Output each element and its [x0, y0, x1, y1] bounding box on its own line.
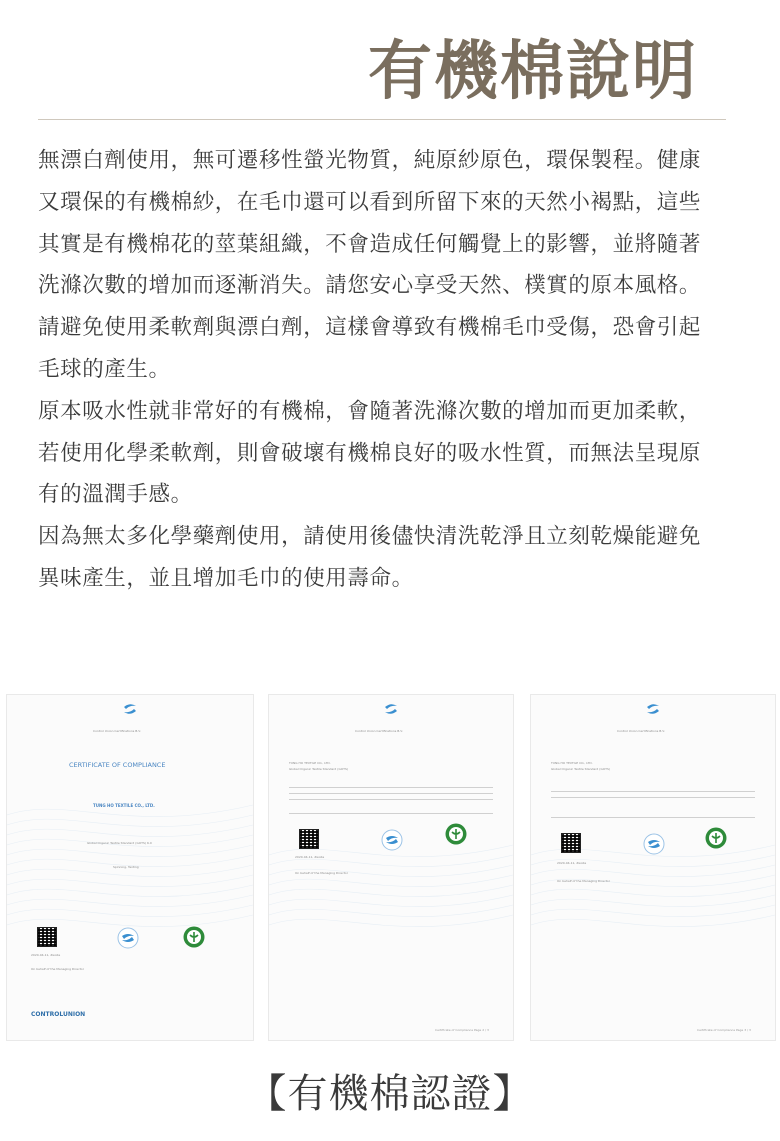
control-union-wordmark: CONTROLUNION	[31, 1011, 86, 1018]
certification-heading: 【有機棉認證】	[246, 1071, 534, 1117]
paragraph-3: 原本吸水性就非常好的有機棉，會隨著洗滌次數的增加而更加柔軟，若使用化學柔軟劑，則會破壞有機棉良好的吸水性質，而無法呈現原有的溫潤手感。	[38, 398, 702, 508]
table-rule	[289, 787, 493, 788]
issue-date: 2020-04-11, Zwolle	[31, 953, 61, 957]
certificate-page-1	[6, 694, 254, 1041]
paragraph-2: 請避免使用柔軟劑與漂白劑，這樣會導致有機棉毛巾受傷，恐會引起毛球的產生。	[38, 315, 702, 382]
process-text: Spinning, Texting	[113, 865, 139, 869]
control-union-logo-icon	[383, 701, 399, 717]
issue-date: 2020-04-11, Zwolle	[295, 855, 325, 859]
gots-seal-icon	[445, 823, 467, 845]
signer-text: On behalf of the Managing Director	[557, 879, 610, 883]
table-rule	[289, 793, 493, 794]
textile-exchange-seal-icon	[381, 829, 403, 851]
control-union-logo-icon	[645, 701, 661, 717]
textile-exchange-seal-icon	[117, 927, 139, 949]
issuer-text: Control Union Certifications B.V.	[617, 729, 665, 733]
table-rule	[551, 797, 755, 798]
certificate-gallery	[6, 694, 774, 1039]
gots-seal-icon	[705, 827, 727, 849]
table-rule	[289, 813, 493, 814]
guilloche-watermark	[531, 695, 775, 1040]
certificate-page-2	[268, 694, 514, 1041]
page-title: 有機棉說明	[368, 34, 698, 109]
paragraph-1: 無漂白劑使用，無可遷移性螢光物質，純原紗原色，環保製程。健康又環保的有機棉紗，在毛巾還可以看到所留下來的天然小褐點，這些其實是有機棉花的莖葉組織，不會造成任何觸覺上的影響，並將隨著洗滌次數的增加而逐漸消失。請您安心享受天然、樸實的原本風格。	[38, 148, 702, 299]
qr-code-icon	[299, 829, 319, 849]
issuer-text: Control Union Certifications B.V.	[93, 729, 141, 733]
certificate-page-3	[530, 694, 776, 1041]
table-rule	[551, 791, 755, 792]
gots-seal-icon	[183, 926, 205, 948]
title-divider	[38, 119, 726, 120]
guilloche-watermark	[269, 695, 513, 1040]
company-name: TUNG HO TEXTILE CO., LTD.	[551, 761, 593, 765]
paragraph-4: 因為無太多化學藥劑使用，請使用後儘快清洗乾淨且立刻乾燥能避免異味產生，並且增加毛巾的使用壽命。	[38, 524, 702, 591]
issue-date: 2020-04-11, Zwolle	[557, 861, 587, 865]
signer-text: On behalf of the Managing Director	[295, 871, 348, 875]
company-name: TUNG HO TEXTILE CO., LTD.	[289, 761, 331, 765]
standard-text: Global Organic Textile Standard (GOTS)	[551, 767, 611, 771]
control-union-logo-icon	[122, 701, 138, 717]
page-number: Certificate of Compliance Page 2 / 3	[435, 1028, 489, 1032]
issuer-text: Control Union Certifications B.V.	[355, 729, 403, 733]
standard-text: Global Organic Textile Standard (GOTS)	[289, 767, 349, 771]
table-rule	[551, 817, 755, 818]
table-rule	[289, 799, 493, 800]
certificate-heading: CERTIFICATE OF COMPLIANCE	[69, 761, 166, 769]
company-name: TUNG HO TEXTILE CO., LTD.	[93, 803, 155, 808]
page-number: Certificate of Compliance Page 3 / 3	[697, 1028, 751, 1032]
textile-exchange-seal-icon	[643, 833, 665, 855]
qr-code-icon	[561, 833, 581, 853]
qr-code-icon	[37, 927, 57, 947]
standard-text: Global Organic Textile Standard (GOTS) 6.0	[87, 841, 152, 845]
signer-text: On behalf of the Managing Director	[31, 967, 84, 971]
description-text	[38, 140, 718, 600]
